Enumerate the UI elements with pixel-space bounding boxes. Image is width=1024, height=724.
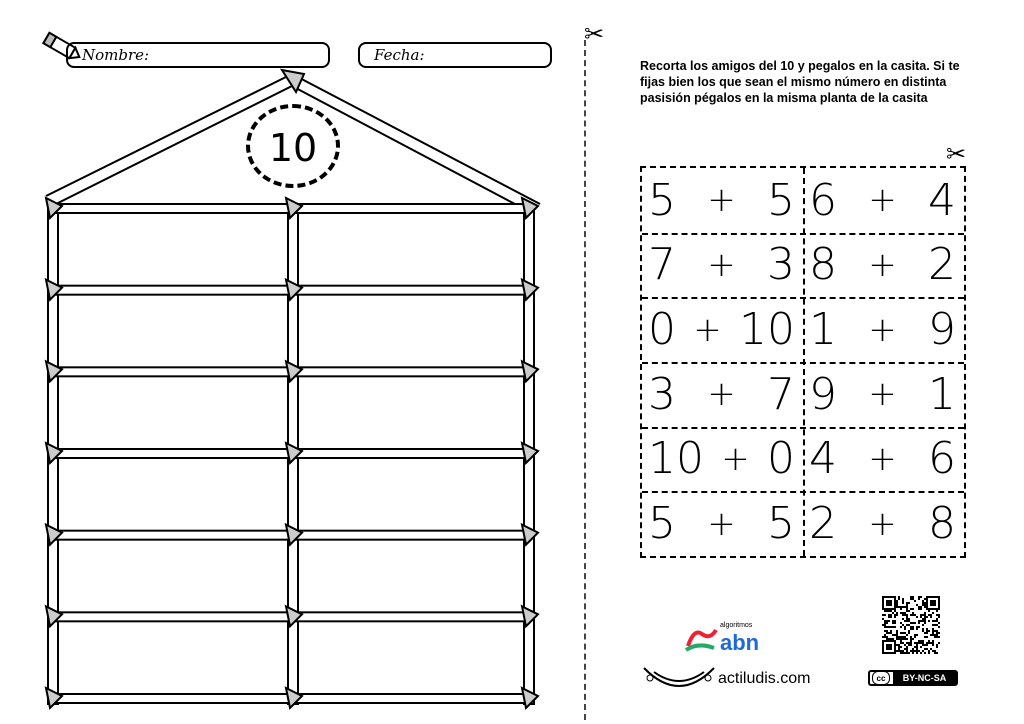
- beam-joint: [522, 361, 538, 381]
- cc-icon: cc: [872, 671, 890, 685]
- number-card[interactable]: [642, 491, 803, 556]
- card-operator: +: [693, 309, 722, 350]
- card-operator: +: [868, 374, 897, 415]
- card-addend-a: 5: [648, 174, 676, 226]
- website-link[interactable]: actiludis.com: [718, 670, 811, 687]
- number-card[interactable]: [803, 168, 964, 233]
- card-addend-a: 5: [648, 498, 676, 550]
- beam-joint: [46, 688, 62, 708]
- scissors-icon: ✂: [584, 20, 605, 48]
- qr-code-icon: [882, 596, 940, 654]
- smile-logo-icon: [640, 664, 718, 694]
- beam-joint: [522, 443, 538, 463]
- card-addend-b: 9: [928, 304, 956, 356]
- beam-joint: [286, 280, 302, 300]
- number-card[interactable]: [642, 168, 803, 233]
- beam-joint: [46, 443, 62, 463]
- license-badge: [868, 670, 958, 686]
- card-addend-b: 6: [928, 433, 956, 485]
- beam-joint: [286, 198, 302, 218]
- card-addend-a: 4: [809, 433, 837, 485]
- abn-logo: [684, 624, 780, 658]
- card-addend-b: 5: [767, 498, 795, 550]
- beam-joint: [286, 688, 302, 708]
- abn-figure-icon: [684, 624, 720, 654]
- beam-joint: [522, 606, 538, 626]
- card-operator: +: [707, 244, 736, 285]
- beam-joint: [522, 525, 538, 545]
- beam-joint: [46, 198, 62, 218]
- card-operator: +: [868, 244, 897, 285]
- beam-joint: [46, 361, 62, 381]
- number-card[interactable]: [642, 297, 803, 362]
- card-addend-a: 8: [809, 239, 837, 291]
- date-label: Fecha:: [374, 46, 425, 64]
- scissors-icon: ✂: [946, 140, 967, 168]
- beam-joint: [522, 688, 538, 708]
- number-card[interactable]: [642, 362, 803, 427]
- license-text: BY-NC-SA: [893, 672, 956, 684]
- card-addend-b: 10: [739, 304, 795, 356]
- beam-joint: [522, 280, 538, 300]
- card-addend-a: 7: [648, 239, 676, 291]
- card-operator: +: [707, 180, 736, 221]
- house-number: 10: [268, 126, 318, 170]
- beam-joint: [286, 361, 302, 381]
- card-addend-a: 6: [809, 174, 837, 226]
- card-addend-a: 1: [809, 304, 837, 356]
- card-operator: +: [868, 438, 897, 479]
- house-number-circle: [246, 104, 340, 188]
- beam-joint: [286, 525, 302, 545]
- card-operator: +: [868, 309, 897, 350]
- number-card[interactable]: [642, 233, 803, 298]
- number-card[interactable]: [803, 491, 964, 556]
- card-addend-b: 1: [928, 368, 956, 420]
- card-operator: +: [707, 374, 736, 415]
- card-addend-b: 2: [928, 239, 956, 291]
- card-addend-a: 0: [648, 304, 676, 356]
- abn-logo-text: abn: [720, 630, 760, 655]
- card-addend-b: 7: [767, 368, 795, 420]
- beam-joint: [286, 443, 302, 463]
- card-operator: +: [721, 438, 750, 479]
- number-card[interactable]: [803, 297, 964, 362]
- card-addend-b: 4: [928, 174, 956, 226]
- card-operator: +: [707, 503, 736, 544]
- number-card[interactable]: [803, 427, 964, 492]
- card-addend-a: 10: [648, 433, 704, 485]
- beam-joint: [286, 606, 302, 626]
- card-operator: +: [868, 503, 897, 544]
- beam-joint: [46, 525, 62, 545]
- number-card[interactable]: [642, 427, 803, 492]
- card-operator: +: [868, 180, 897, 221]
- card-addend-b: 8: [928, 498, 956, 550]
- card-addend-a: 3: [648, 368, 676, 420]
- card-addend-a: 2: [809, 498, 837, 550]
- number-cards-grid: [640, 166, 966, 558]
- number-card[interactable]: [803, 362, 964, 427]
- number-card[interactable]: [803, 233, 964, 298]
- card-addend-a: 9: [809, 368, 837, 420]
- card-addend-b: 3: [767, 239, 795, 291]
- beam-joint: [46, 606, 62, 626]
- instructions: Recorta los amigos del 10 y pegalos en la casita. Si te fijas bien los que sean el mismo número en distinta pasisión pégalos en la misma planta de la casita: [640, 59, 960, 105]
- card-addend-b: 5: [767, 174, 795, 226]
- cut-line: [584, 40, 586, 720]
- beam-joint: [46, 280, 62, 300]
- name-label: Nombre:: [82, 46, 150, 64]
- abn-small-text: algoritmos: [720, 622, 753, 629]
- card-addend-b: 0: [767, 433, 795, 485]
